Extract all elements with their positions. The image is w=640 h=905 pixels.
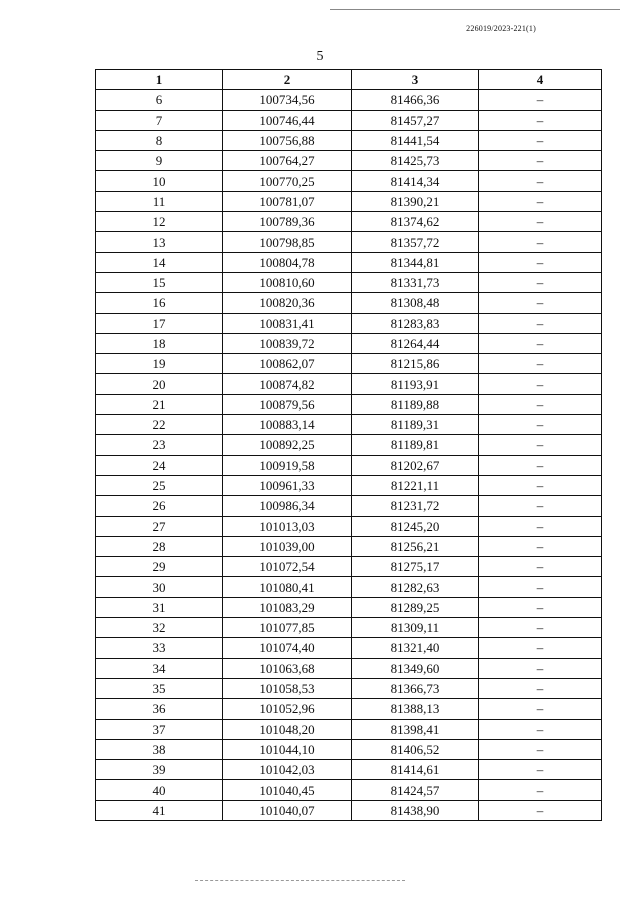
point-number-cell: 37 — [96, 719, 223, 739]
table-row — [96, 455, 602, 475]
note-cell: – — [479, 374, 602, 394]
point-number-cell: 36 — [96, 699, 223, 719]
x-coordinate-cell: 100874,82 — [223, 374, 352, 394]
x-coordinate-cell: 101052,96 — [223, 699, 352, 719]
point-number-cell: 35 — [96, 678, 223, 698]
point-number-cell: 12 — [96, 212, 223, 232]
note-cell: – — [479, 699, 602, 719]
table-header-row — [96, 70, 602, 90]
x-coordinate-cell: 100961,33 — [223, 475, 352, 495]
note-cell: – — [479, 638, 602, 658]
note-cell: – — [479, 760, 602, 780]
y-coordinate-cell: 81425,73 — [352, 151, 479, 171]
note-cell: – — [479, 272, 602, 292]
bottom-divider-line — [195, 880, 405, 881]
table-row — [96, 293, 602, 313]
note-cell: – — [479, 191, 602, 211]
x-coordinate-cell: 100883,14 — [223, 415, 352, 435]
y-coordinate-cell: 81256,21 — [352, 536, 479, 556]
point-number-cell: 29 — [96, 557, 223, 577]
x-coordinate-cell: 101077,85 — [223, 618, 352, 638]
note-cell: – — [479, 90, 602, 110]
note-cell: – — [479, 171, 602, 191]
table-row — [96, 435, 602, 455]
y-coordinate-cell: 81309,11 — [352, 618, 479, 638]
note-cell: – — [479, 658, 602, 678]
note-cell: – — [479, 232, 602, 252]
y-coordinate-cell: 81282,63 — [352, 577, 479, 597]
point-number-cell: 17 — [96, 313, 223, 333]
x-coordinate-cell: 101039,00 — [223, 536, 352, 556]
table-row — [96, 638, 602, 658]
x-coordinate-cell: 100919,58 — [223, 455, 352, 475]
note-cell: – — [479, 394, 602, 414]
x-coordinate-cell: 101040,45 — [223, 780, 352, 800]
table-row — [96, 394, 602, 414]
y-coordinate-cell: 81344,81 — [352, 252, 479, 272]
point-number-cell: 13 — [96, 232, 223, 252]
x-coordinate-cell: 100831,41 — [223, 313, 352, 333]
table-row — [96, 313, 602, 333]
point-number-cell: 24 — [96, 455, 223, 475]
y-coordinate-cell: 81374,62 — [352, 212, 479, 232]
x-coordinate-cell: 101083,29 — [223, 597, 352, 617]
x-coordinate-cell: 100789,36 — [223, 212, 352, 232]
note-cell: – — [479, 577, 602, 597]
x-coordinate-cell: 100862,07 — [223, 354, 352, 374]
table-row — [96, 415, 602, 435]
table-row — [96, 780, 602, 800]
y-coordinate-cell: 81466,36 — [352, 90, 479, 110]
note-cell: – — [479, 557, 602, 577]
table-body — [96, 90, 602, 821]
column-header: 1 — [96, 70, 223, 90]
x-coordinate-cell: 100734,56 — [223, 90, 352, 110]
y-coordinate-cell: 81189,81 — [352, 435, 479, 455]
point-number-cell: 21 — [96, 394, 223, 414]
x-coordinate-cell: 100892,25 — [223, 435, 352, 455]
point-number-cell: 34 — [96, 658, 223, 678]
note-cell: – — [479, 597, 602, 617]
x-coordinate-cell: 100804,78 — [223, 252, 352, 272]
note-cell: – — [479, 354, 602, 374]
x-coordinate-cell: 101058,53 — [223, 678, 352, 698]
column-header: 3 — [352, 70, 479, 90]
point-number-cell: 14 — [96, 252, 223, 272]
point-number-cell: 22 — [96, 415, 223, 435]
point-number-cell: 16 — [96, 293, 223, 313]
x-coordinate-cell: 100770,25 — [223, 171, 352, 191]
note-cell: – — [479, 800, 602, 820]
table-row — [96, 191, 602, 211]
point-number-cell: 40 — [96, 780, 223, 800]
point-number-cell: 26 — [96, 496, 223, 516]
table-row — [96, 90, 602, 110]
point-number-cell: 31 — [96, 597, 223, 617]
x-coordinate-cell: 100810,60 — [223, 272, 352, 292]
y-coordinate-cell: 81202,67 — [352, 455, 479, 475]
y-coordinate-cell: 81438,90 — [352, 800, 479, 820]
y-coordinate-cell: 81357,72 — [352, 232, 479, 252]
x-coordinate-cell: 101013,03 — [223, 516, 352, 536]
table-row — [96, 232, 602, 252]
y-coordinate-cell: 81193,91 — [352, 374, 479, 394]
y-coordinate-cell: 81321,40 — [352, 638, 479, 658]
table-row — [96, 800, 602, 820]
point-number-cell: 28 — [96, 536, 223, 556]
table-row — [96, 597, 602, 617]
y-coordinate-cell: 81457,27 — [352, 110, 479, 130]
table-row — [96, 252, 602, 272]
note-cell: – — [479, 313, 602, 333]
y-coordinate-cell: 81275,17 — [352, 557, 479, 577]
note-cell: – — [479, 293, 602, 313]
table-row — [96, 618, 602, 638]
note-cell: – — [479, 415, 602, 435]
x-coordinate-cell: 100839,72 — [223, 333, 352, 353]
note-cell: – — [479, 496, 602, 516]
point-number-cell: 23 — [96, 435, 223, 455]
y-coordinate-cell: 81349,60 — [352, 658, 479, 678]
note-cell: – — [479, 212, 602, 232]
table-row — [96, 130, 602, 150]
y-coordinate-cell: 81441,54 — [352, 130, 479, 150]
x-coordinate-cell: 101074,40 — [223, 638, 352, 658]
y-coordinate-cell: 81189,31 — [352, 415, 479, 435]
document-id: 226019/2023-221(1) — [466, 24, 536, 33]
table-row — [96, 151, 602, 171]
note-cell: – — [479, 516, 602, 536]
x-coordinate-cell: 100986,34 — [223, 496, 352, 516]
column-header: 2 — [223, 70, 352, 90]
x-coordinate-cell: 100756,88 — [223, 130, 352, 150]
note-cell: – — [479, 130, 602, 150]
x-coordinate-cell: 100820,36 — [223, 293, 352, 313]
x-coordinate-cell: 100879,56 — [223, 394, 352, 414]
table-row — [96, 678, 602, 698]
y-coordinate-cell: 81331,73 — [352, 272, 479, 292]
y-coordinate-cell: 81390,21 — [352, 191, 479, 211]
point-number-cell: 25 — [96, 475, 223, 495]
point-number-cell: 33 — [96, 638, 223, 658]
table-row — [96, 557, 602, 577]
table-row — [96, 374, 602, 394]
table-row — [96, 719, 602, 739]
y-coordinate-cell: 81366,73 — [352, 678, 479, 698]
x-coordinate-cell: 100798,85 — [223, 232, 352, 252]
table-row — [96, 475, 602, 495]
coordinates-table — [95, 69, 602, 821]
x-coordinate-cell: 101072,54 — [223, 557, 352, 577]
table-row — [96, 272, 602, 292]
note-cell: – — [479, 739, 602, 759]
y-coordinate-cell: 81221,11 — [352, 475, 479, 495]
point-number-cell: 15 — [96, 272, 223, 292]
x-coordinate-cell: 101044,10 — [223, 739, 352, 759]
point-number-cell: 41 — [96, 800, 223, 820]
y-coordinate-cell: 81308,48 — [352, 293, 479, 313]
point-number-cell: 10 — [96, 171, 223, 191]
point-number-cell: 11 — [96, 191, 223, 211]
table-row — [96, 739, 602, 759]
x-coordinate-cell: 100746,44 — [223, 110, 352, 130]
table-row — [96, 699, 602, 719]
note-cell: – — [479, 719, 602, 739]
top-divider-line — [330, 9, 620, 10]
point-number-cell: 38 — [96, 739, 223, 759]
y-coordinate-cell: 81215,86 — [352, 354, 479, 374]
point-number-cell: 6 — [96, 90, 223, 110]
y-coordinate-cell: 81189,88 — [352, 394, 479, 414]
table-row — [96, 577, 602, 597]
note-cell: – — [479, 536, 602, 556]
note-cell: – — [479, 618, 602, 638]
note-cell: – — [479, 475, 602, 495]
x-coordinate-cell: 101040,07 — [223, 800, 352, 820]
y-coordinate-cell: 81414,34 — [352, 171, 479, 191]
table-row — [96, 212, 602, 232]
point-number-cell: 8 — [96, 130, 223, 150]
note-cell: – — [479, 455, 602, 475]
table-row — [96, 354, 602, 374]
page-number: 5 — [316, 49, 324, 64]
note-cell: – — [479, 678, 602, 698]
table-row — [96, 536, 602, 556]
note-cell: – — [479, 435, 602, 455]
x-coordinate-cell: 100764,27 — [223, 151, 352, 171]
point-number-cell: 7 — [96, 110, 223, 130]
note-cell: – — [479, 252, 602, 272]
point-number-cell: 20 — [96, 374, 223, 394]
point-number-cell: 39 — [96, 760, 223, 780]
y-coordinate-cell: 81398,41 — [352, 719, 479, 739]
point-number-cell: 18 — [96, 333, 223, 353]
y-coordinate-cell: 81424,57 — [352, 780, 479, 800]
x-coordinate-cell: 101080,41 — [223, 577, 352, 597]
y-coordinate-cell: 81245,20 — [352, 516, 479, 536]
table-row — [96, 496, 602, 516]
y-coordinate-cell: 81388,13 — [352, 699, 479, 719]
note-cell: – — [479, 151, 602, 171]
table-row — [96, 516, 602, 536]
y-coordinate-cell: 81231,72 — [352, 496, 479, 516]
point-number-cell: 9 — [96, 151, 223, 171]
y-coordinate-cell: 81414,61 — [352, 760, 479, 780]
table-row — [96, 333, 602, 353]
note-cell: – — [479, 780, 602, 800]
table-row — [96, 110, 602, 130]
point-number-cell: 32 — [96, 618, 223, 638]
note-cell: – — [479, 110, 602, 130]
note-cell: – — [479, 333, 602, 353]
table-row — [96, 171, 602, 191]
x-coordinate-cell: 101042,03 — [223, 760, 352, 780]
point-number-cell: 19 — [96, 354, 223, 374]
column-header: 4 — [479, 70, 602, 90]
x-coordinate-cell: 100781,07 — [223, 191, 352, 211]
x-coordinate-cell: 101063,68 — [223, 658, 352, 678]
y-coordinate-cell: 81264,44 — [352, 333, 479, 353]
table-row — [96, 760, 602, 780]
table-row — [96, 658, 602, 678]
x-coordinate-cell: 101048,20 — [223, 719, 352, 739]
point-number-cell: 27 — [96, 516, 223, 536]
y-coordinate-cell: 81289,25 — [352, 597, 479, 617]
y-coordinate-cell: 81406,52 — [352, 739, 479, 759]
y-coordinate-cell: 81283,83 — [352, 313, 479, 333]
point-number-cell: 30 — [96, 577, 223, 597]
